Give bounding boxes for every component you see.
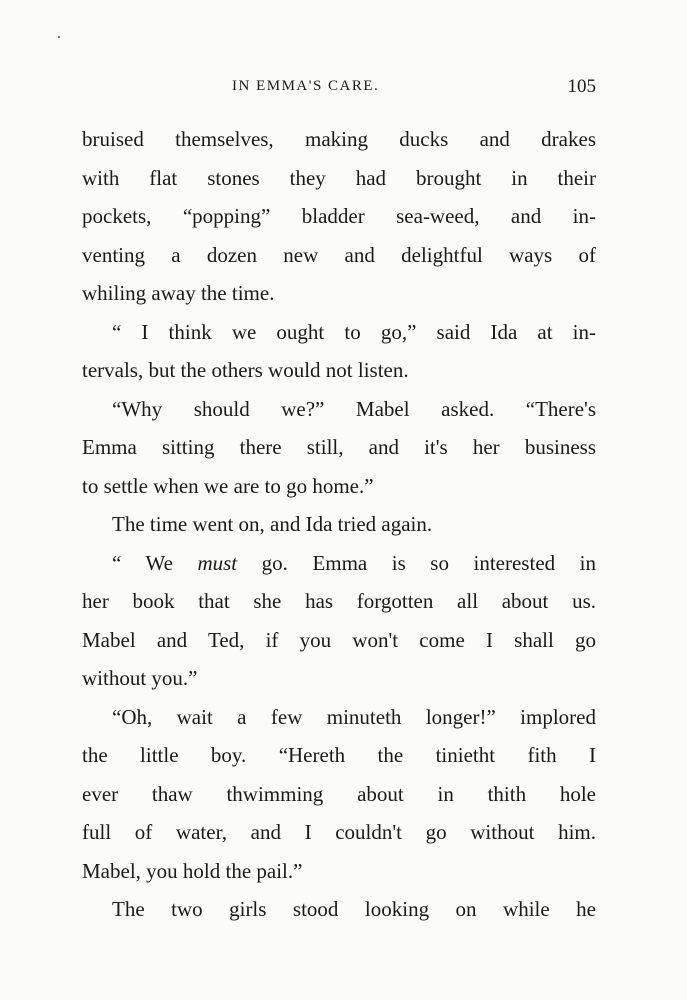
- text-line: tervals, but the others would not listen.: [82, 358, 409, 382]
- text-line: [82, 544, 596, 583]
- text-line: ever thaw thwimming about in thith hole: [82, 781, 596, 806]
- text-line: pockets, “popping” bladder sea-weed, and in-: [82, 204, 596, 228]
- text-line: without you.”: [82, 666, 198, 690]
- text-line: The time went on, and Ida tried again.: [112, 512, 433, 536]
- text-line: her book that she has forgotten all about us.: [82, 589, 596, 613]
- stray-ink-mark: [58, 36, 60, 38]
- text-line: “ I think we ought to go,” said Ida at in-: [112, 319, 596, 344]
- text-line: with flat stones they had brought in their: [82, 165, 596, 190]
- text-segment: go. Emma is so interested in: [237, 550, 596, 575]
- emphasized-word: must: [197, 550, 238, 575]
- text-line: Emma sitting there still, and it's her business: [82, 435, 596, 459]
- page-header: [82, 78, 596, 102]
- text-line: “Why should we?” Mabel asked. “There's: [112, 396, 596, 421]
- running-head: IN EMMA'S CARE.: [232, 78, 380, 94]
- text-line: the little boy. “Hereth the tinietht fith I: [82, 743, 596, 767]
- text-line: to settle when we are to go home.”: [82, 473, 374, 498]
- body-text: [82, 120, 596, 929]
- text-line: Mabel, you hold the pail.”: [82, 858, 303, 883]
- text-segment: “ We: [112, 550, 198, 575]
- text-line: Mabel and Ted, if you won't come I shall go: [82, 627, 596, 652]
- text-line: whiling away the time.: [82, 281, 275, 305]
- text-line: venting a dozen new and delightful ways of: [82, 242, 596, 267]
- text-line: “Oh, wait a few minuteth longer!” implored: [112, 704, 596, 729]
- text-line: bruised themselves, making ducks and drakes: [82, 127, 596, 151]
- page-number: 105: [567, 76, 596, 97]
- text-line: The two girls stood looking on while he: [112, 897, 596, 921]
- text-line: full of water, and I couldn't go without him.: [82, 820, 596, 844]
